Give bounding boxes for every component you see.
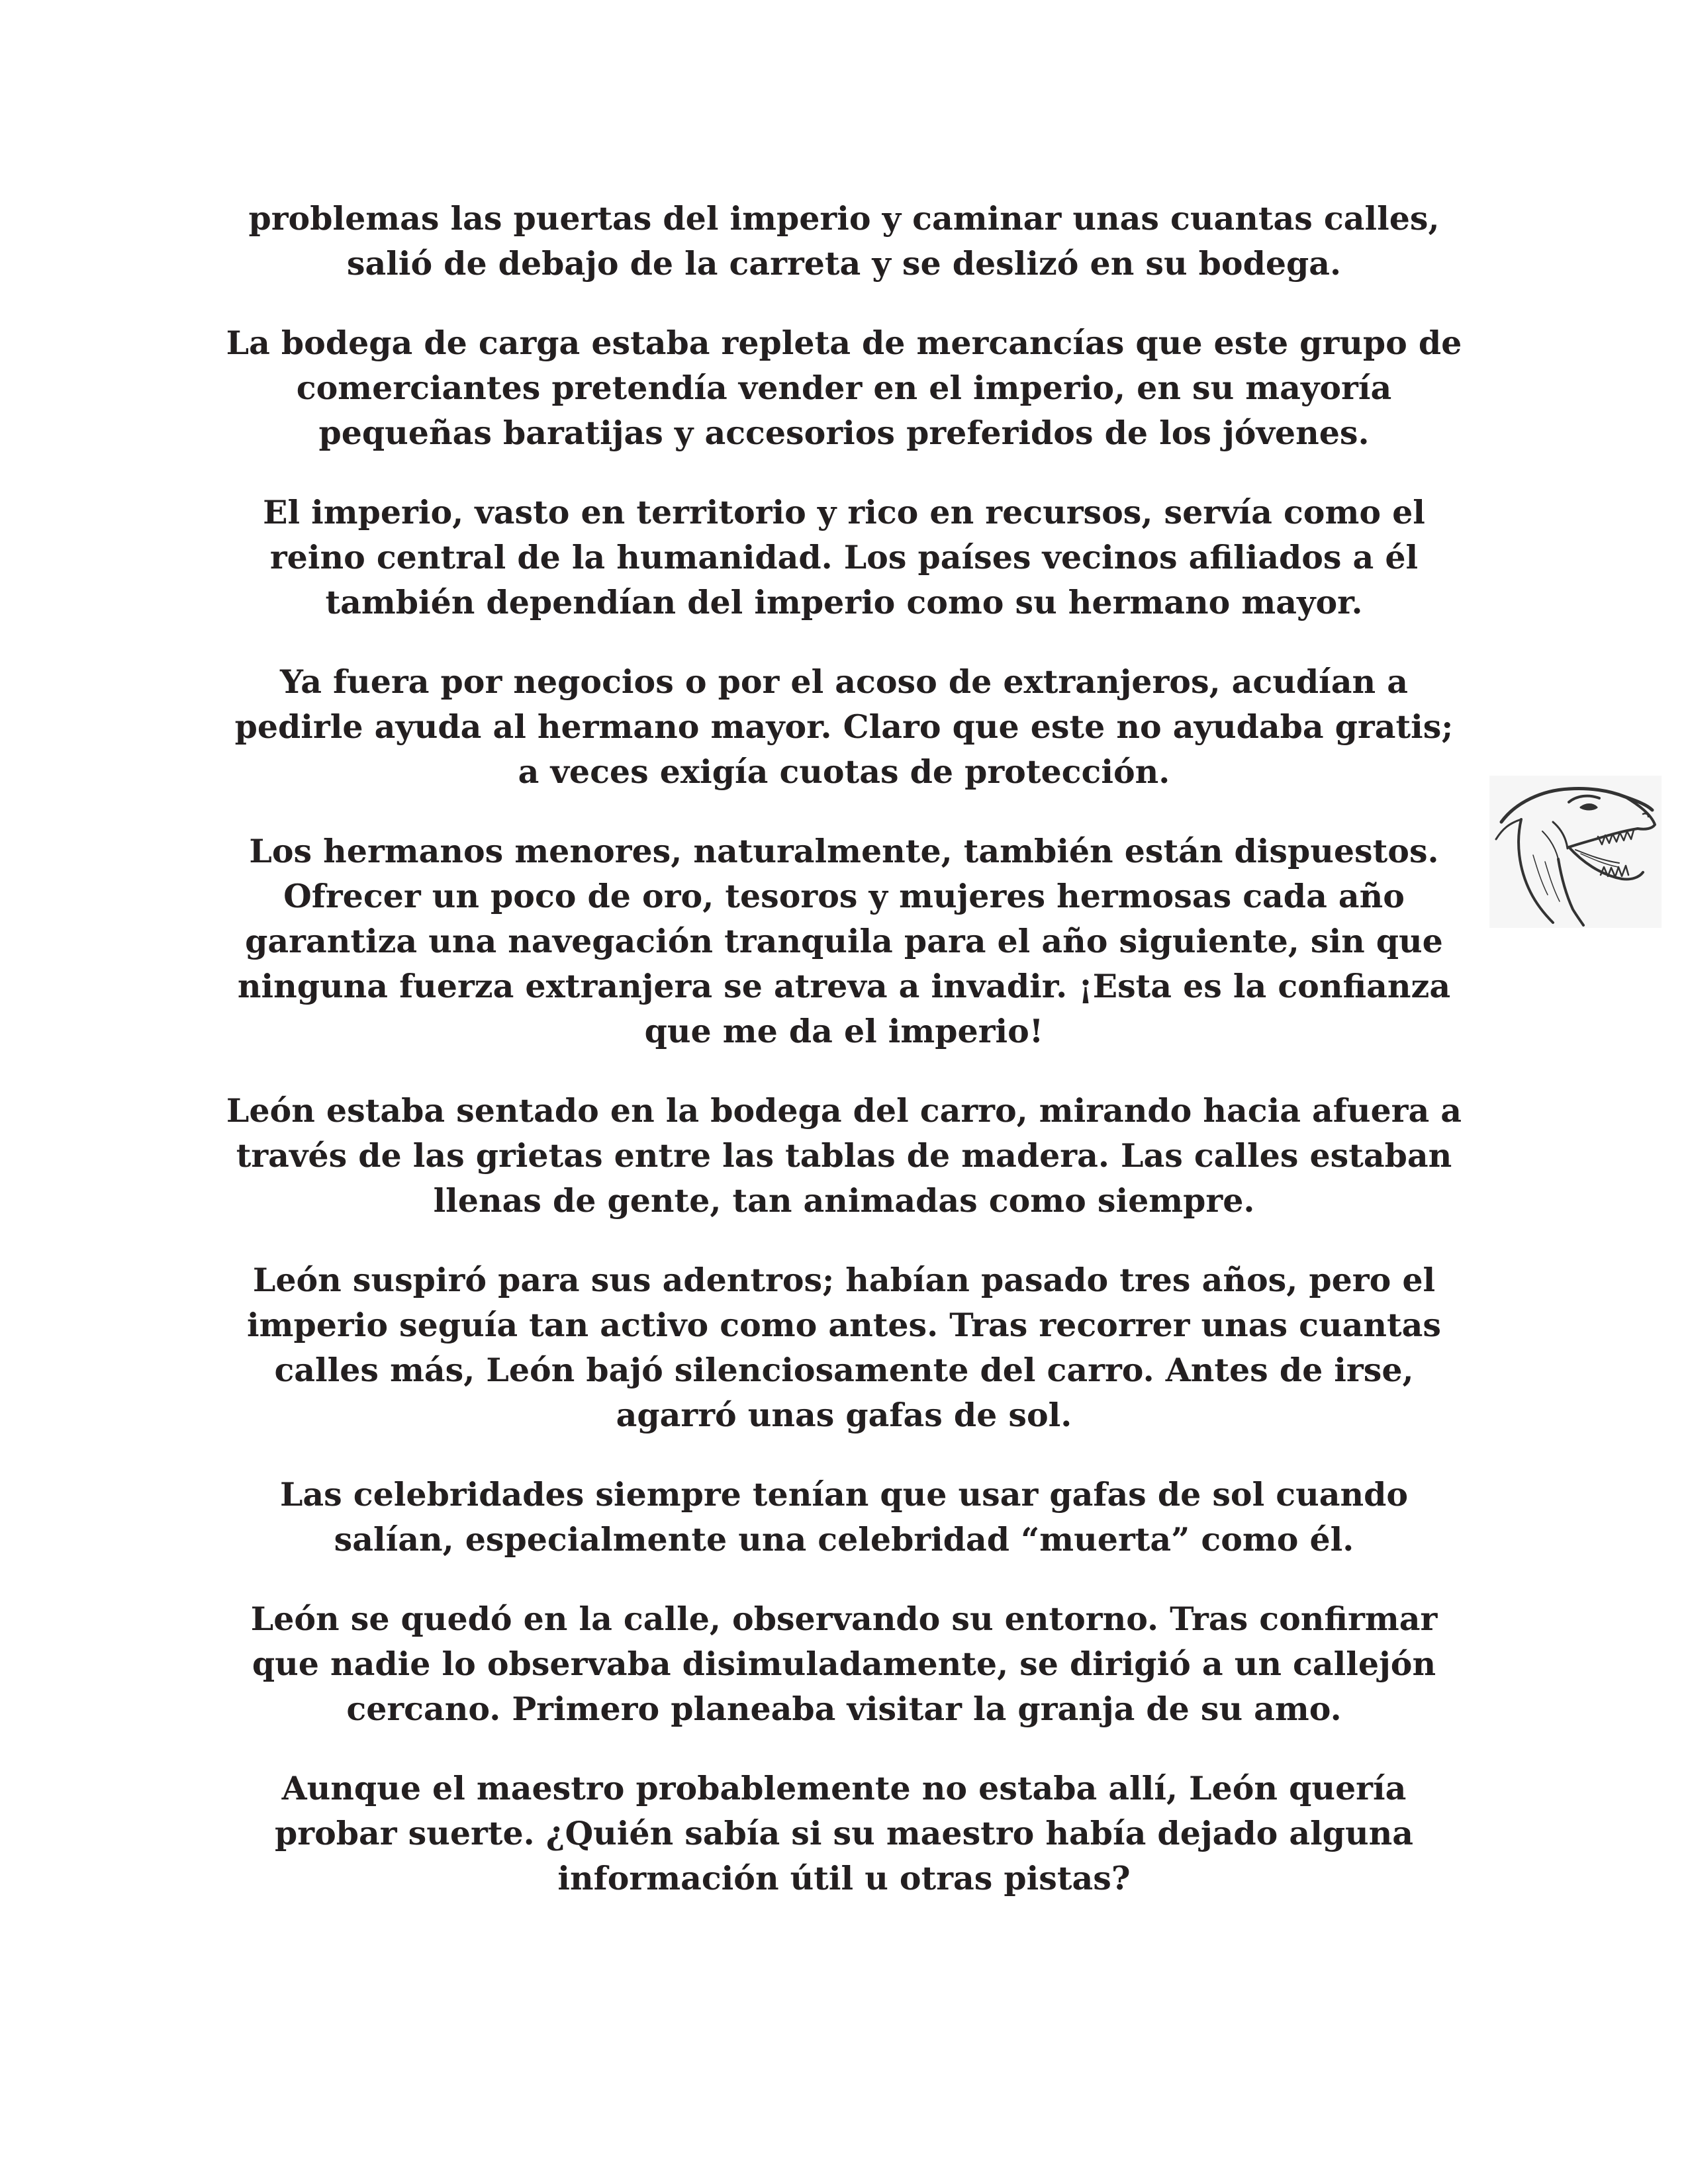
- text-column: [225, 196, 1463, 1901]
- dinosaur-head-icon: [1489, 776, 1662, 928]
- paragraph-5: Los hermanos menores, naturalmente, también están dispuestos. Ofrecer un poco de oro, tesoros y mujeres hermosas cada año garantiza una navegación tranquila para el año siguiente, sin que ninguna fuerza extranjera se atreva a invadir. ¡Esta es la confianza que me da el imperio!: [237, 832, 1451, 1050]
- paragraph-6: León estaba sentado en la bodega del carro, mirando hacia afuera a través de las grietas entre las tablas de madera. Las calles estaban llenas de gente, tan animadas como siempre.: [226, 1091, 1462, 1220]
- paragraph-1: problemas las puertas del imperio y caminar unas cuantas calles, salió de debajo de la carreta y se deslizó en su bodega.: [248, 199, 1440, 283]
- paragraph-2: La bodega de carga estaba repleta de mercancías que este grupo de comerciantes pretendía vender en el imperio, en su mayoría pequeñas baratijas y accesorios preferidos de los jóvenes.: [226, 324, 1462, 452]
- paragraph-8: Las celebridades siempre tenían que usar gafas de sol cuando salían, especialmente una celebridad “muerta” como él.: [279, 1475, 1409, 1559]
- paragraph-7: León suspiró para sus adentros; habían pasado tres años, pero el imperio seguía tan activo como antes. Tras recorrer unas cuantas calles más, León bajó silenciosamente del carro. Antes de irse, agarró unas gafas de sol.: [246, 1261, 1441, 1434]
- paragraph-9: León se quedó en la calle, observando su entorno. Tras confirmar que nadie lo observaba disimuladamente, se dirigió a un callejón cercano. Primero planeaba visitar la granja de su amo.: [250, 1600, 1438, 1728]
- paragraph-3: El imperio, vasto en territorio y rico en recursos, servía como el reino central de la humanidad. Los países vecinos afiliados a él también dependían del imperio como su hermano mayor.: [263, 493, 1425, 621]
- paragraph-10: Aunque el maestro probablemente no estaba allí, León quería probar suerte. ¿Quién sabía si su maestro había dejado alguna información útil u otras pistas?: [275, 1769, 1413, 1897]
- paragraph-4: Ya fuera por negocios o por el acoso de extranjeros, acudían a pedirle ayuda al hermano mayor. Claro que este no ayudaba gratis; a veces exigía cuotas de protección.: [234, 662, 1454, 791]
